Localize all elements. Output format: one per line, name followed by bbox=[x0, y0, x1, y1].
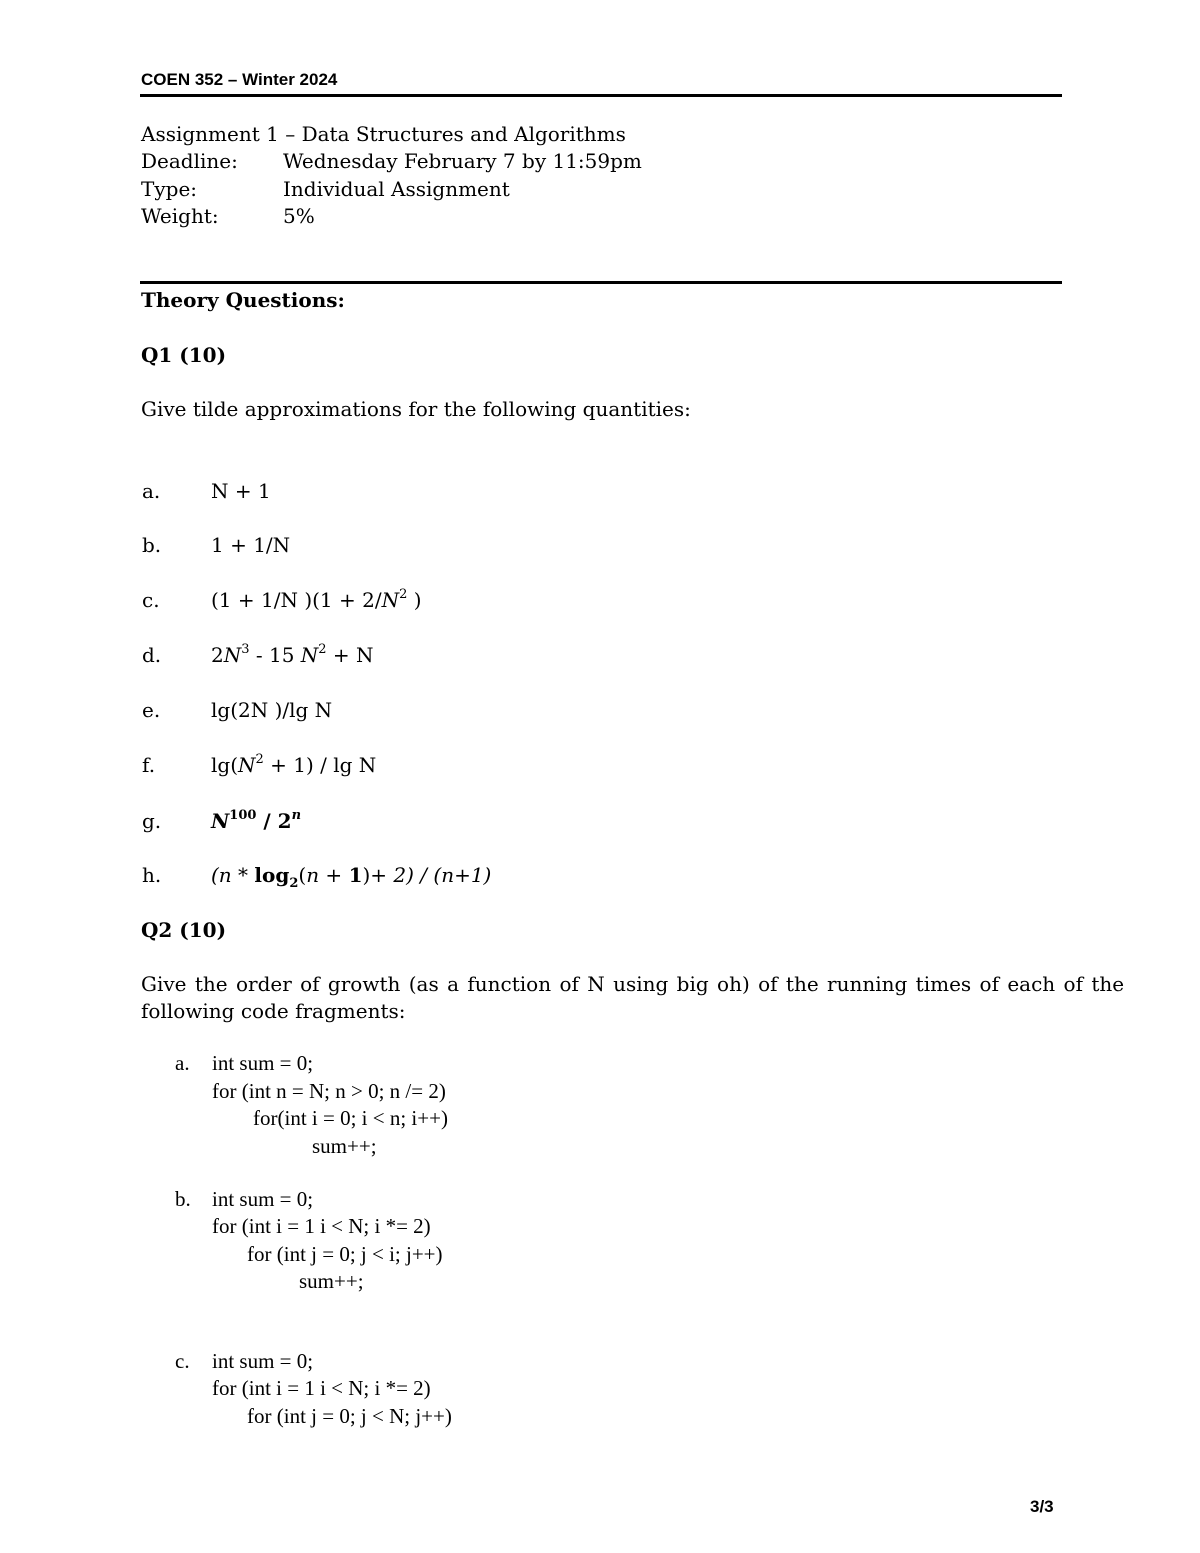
course-header: COEN 352 – Winter 2024 bbox=[141, 70, 338, 89]
meta-row-deadline bbox=[141, 148, 741, 175]
meta-label: Type: bbox=[141, 177, 198, 201]
code-line: for (int j = 0; j < N; j++) bbox=[247, 1404, 452, 1428]
q1-item-letter: d. bbox=[142, 643, 162, 667]
page-number: 3/3 bbox=[1030, 1497, 1054, 1516]
meta-value: Wednesday February 7 by 11:59pm bbox=[283, 149, 642, 173]
code-line: for (int n = N; n > 0; n /= 2) bbox=[212, 1079, 446, 1103]
section-rule bbox=[140, 281, 1062, 284]
q2-fragment-letter: c. bbox=[175, 1349, 190, 1373]
q1-item-letter: e. bbox=[142, 698, 161, 722]
q1-item-g-expression: $N^{100} / 2^n$ bbox=[211, 808, 302, 833]
q2-fragment-letter: a. bbox=[175, 1051, 190, 1075]
q1-item-a-expression: N + 1 bbox=[211, 479, 271, 503]
assignment-title: Assignment 1 – Data Structures and Algorithms bbox=[141, 122, 626, 146]
q2-prompt-line2: following code fragments: bbox=[141, 999, 406, 1023]
section-title: Theory Questions: bbox=[141, 288, 345, 312]
q2-prompt-line1: Give the order of growth (as a function of N using big oh) of the running times of each of the bbox=[141, 972, 1125, 996]
q1-item-letter: f. bbox=[142, 753, 156, 777]
meta-value: Individual Assignment bbox=[283, 177, 510, 201]
q1-prompt: Give tilde approximations for the following quantities: bbox=[141, 397, 691, 421]
code-line: for (int i = 1 i < N; i *= 2) bbox=[212, 1214, 431, 1238]
q1-item-letter: a. bbox=[142, 479, 161, 503]
q1-item-c-expression: (1 + 1/N )($1 + 2/N^2$ ) bbox=[211, 587, 422, 612]
code-line: for (int j = 0; j < i; j++) bbox=[247, 1242, 443, 1266]
q1-title: Q1 (10) bbox=[141, 343, 227, 367]
code-line: for (int i = 1 i < N; i *= 2) bbox=[212, 1376, 431, 1400]
code-line: int sum = 0; bbox=[212, 1051, 314, 1075]
q1-item-f-expression: $\lg(N^2 + 1) / \lg N$ bbox=[211, 752, 377, 777]
q1-item-e-expression: lg(2N )/lg N bbox=[211, 698, 333, 722]
code-line: int sum = 0; bbox=[212, 1349, 314, 1373]
q1-item-letter: h. bbox=[142, 863, 162, 887]
q1-item-b-expression: 1 + 1/N bbox=[211, 533, 291, 557]
q1-item-h-expression: $(n * \log_2(n + 1)+ 2) / (n+1)$ bbox=[211, 863, 492, 891]
header-rule bbox=[140, 94, 1062, 97]
q2-fragment-letter: b. bbox=[175, 1187, 191, 1211]
meta-label: Deadline: bbox=[141, 149, 238, 173]
meta-label: Weight: bbox=[141, 204, 219, 228]
meta-row-weight bbox=[141, 203, 741, 230]
code-line: sum++; bbox=[312, 1134, 377, 1158]
meta-value: 5% bbox=[283, 204, 315, 228]
q1-item-letter: g. bbox=[142, 809, 162, 833]
q1-item-letter: b. bbox=[142, 533, 162, 557]
code-line: for(int i = 0; i < n; i++) bbox=[253, 1106, 448, 1130]
q1-item-letter: c. bbox=[142, 588, 160, 612]
q2-title: Q2 (10) bbox=[141, 918, 227, 942]
q1-item-d-expression: $2N^3 - 15$ $N^2 + N$ bbox=[211, 642, 374, 667]
code-line: sum++; bbox=[299, 1269, 364, 1293]
meta-row-type bbox=[141, 176, 741, 203]
code-line: int sum = 0; bbox=[212, 1187, 314, 1211]
